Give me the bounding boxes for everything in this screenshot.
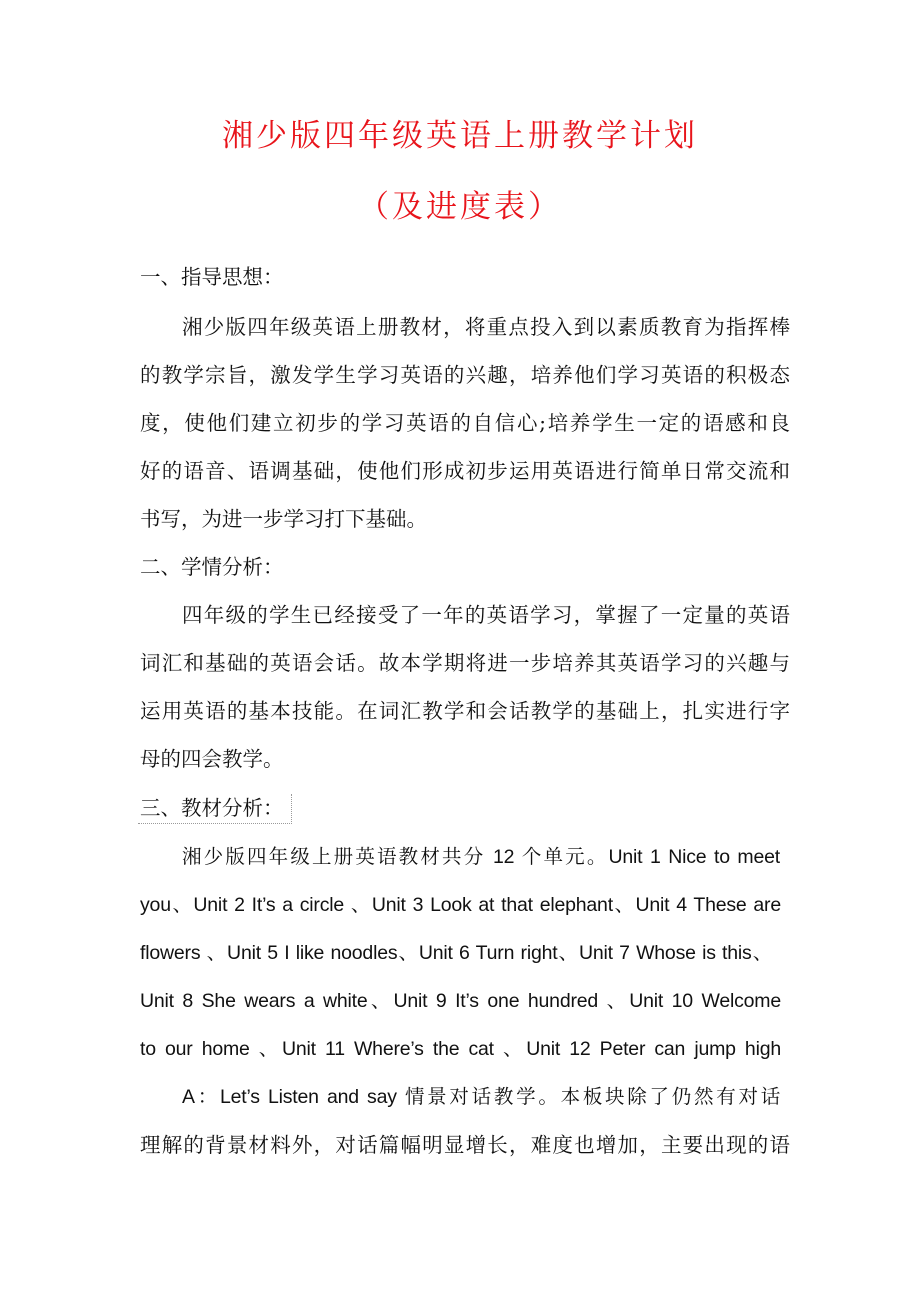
document-subtitle: （及进度表） <box>358 189 562 225</box>
paragraph-line: Unit 8 She wears a white、Unit 9 It’s one hundred 、Unit 10 Welcome <box>140 990 781 1012</box>
paragraph-line: to our home 、Unit 11 Where’s the cat 、Unit 12 Peter can jump high <box>140 1038 781 1060</box>
document-title: 湘少版四年级英语上册教学计划 <box>222 118 698 154</box>
paragraph-line: 好的语音、语调基础，使他们形成初步运用英语进行简单日常交流和 <box>140 459 790 483</box>
section-heading-guiding-ideology: 一、指导思想： <box>140 265 284 289</box>
paragraph-line: flowers 、Unit 5 I like noodles、Unit 6 Turn right、Unit 7 Whose is this、 <box>140 942 772 964</box>
paragraph-line: 书写，为进一步学习打下基础。 <box>140 507 427 531</box>
paragraph-line: 理解的背景材料外，对话篇幅明显增长，难度也增加，主要出现的语 <box>140 1133 790 1157</box>
paragraph-line: 湘少版四年级英语上册教材，将重点投入到以素质教育为指挥棒 <box>182 315 790 339</box>
paragraph-line: 的教学宗旨，激发学生学习英语的兴趣，培养他们学习英语的积极态 <box>140 363 790 387</box>
paragraph-line: 词汇和基础的英语会话。故本学期将进一步培养其英语学习的兴趣与 <box>140 651 790 675</box>
section-heading-learning-analysis: 二、学情分析： <box>140 555 284 579</box>
section-heading-textbook-analysis: 三、教材分析： <box>140 796 284 820</box>
paragraph-line: 运用英语的基本技能。在词汇教学和会话教学的基础上，扎实进行字 <box>140 699 790 723</box>
paragraph-line: 四年级的学生已经接受了一年的英语学习，掌握了一定量的英语 <box>182 603 790 627</box>
paragraph-line: 度，使他们建立初步的学习英语的自信心;培养学生一定的语感和良 <box>140 411 790 435</box>
paragraph-line: 湘少版四年级上册英语教材共分 12 个单元。Unit 1 Nice to meet <box>182 846 780 868</box>
paragraph-line: you、Unit 2 It’s a circle 、Unit 3 Look at that elephant、Unit 4 These are <box>140 894 781 916</box>
paragraph-line: 母的四会教学。 <box>140 747 284 771</box>
paragraph-line: A：Let’s Listen and say 情景对话教学。本板块除了仍然有对话 <box>182 1086 780 1108</box>
